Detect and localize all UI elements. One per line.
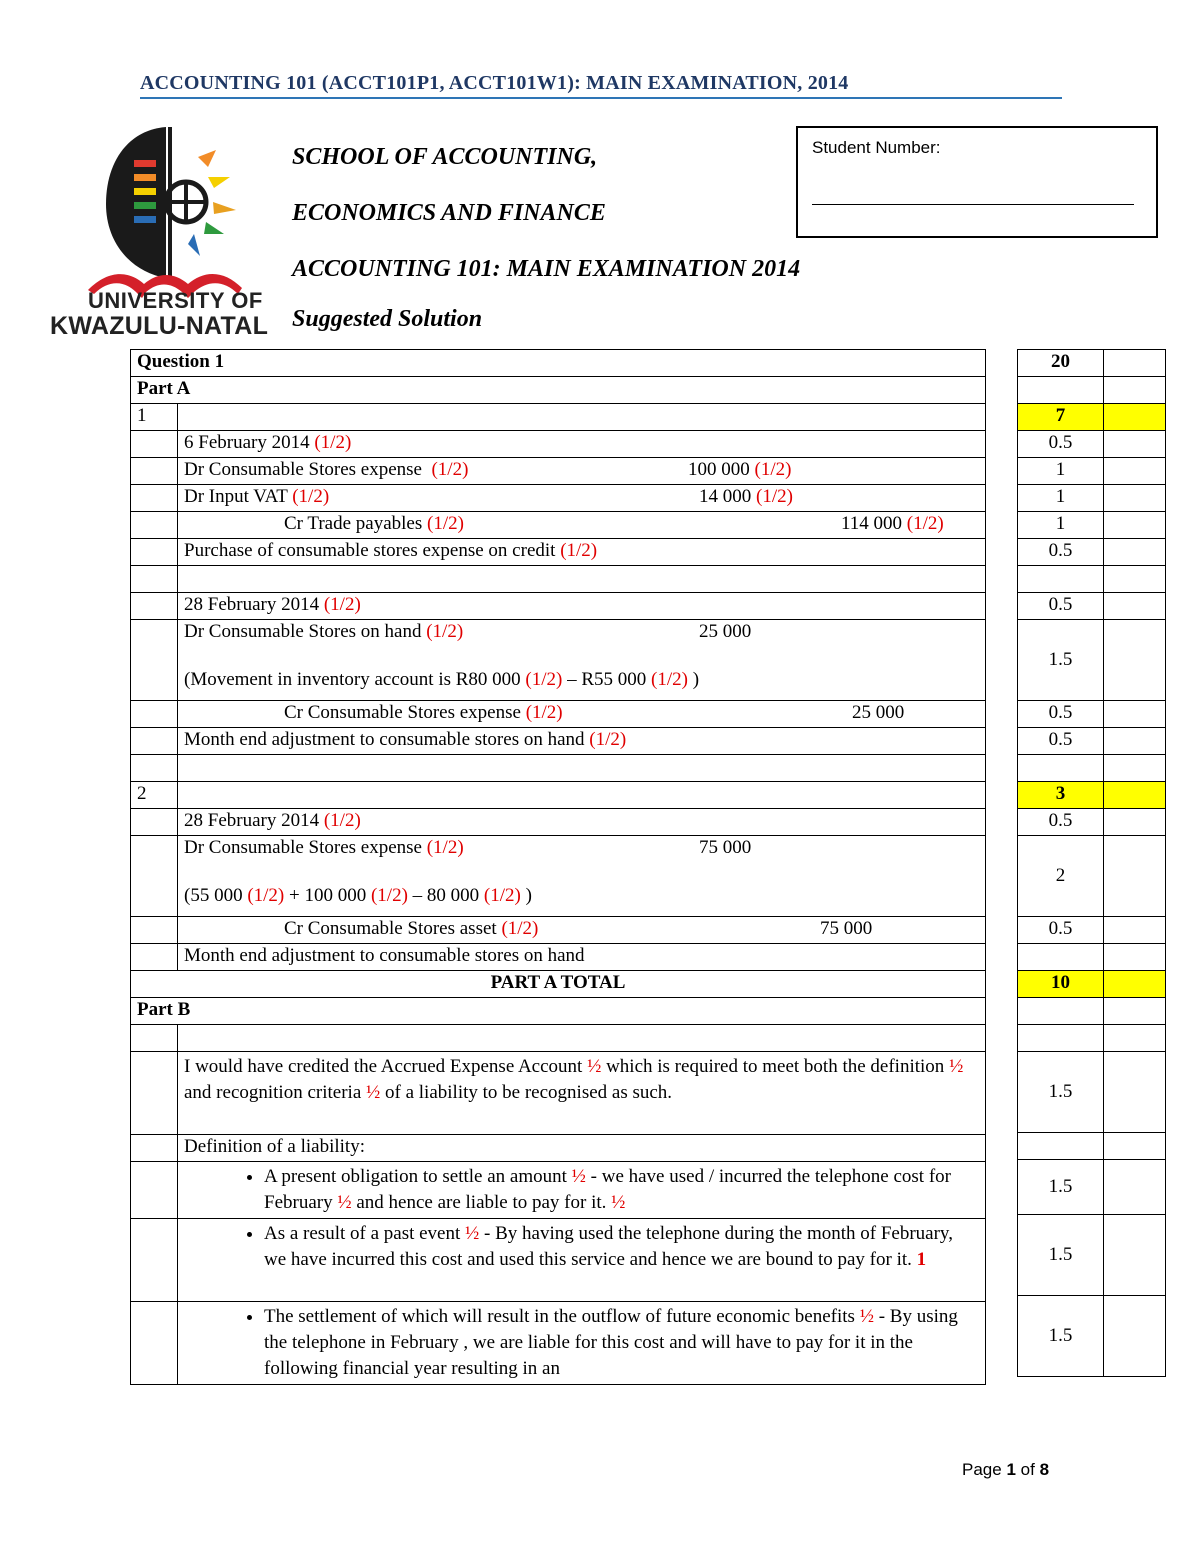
table-row	[1018, 782, 1166, 809]
table-row	[131, 1025, 986, 1052]
table-row	[1018, 593, 1166, 620]
part-a-total-marks: 10	[1018, 971, 1104, 998]
table-row	[1018, 404, 1166, 431]
student-number-box	[796, 126, 1158, 238]
part-a-total-label: PART A TOTAL	[131, 971, 986, 998]
table-row	[131, 404, 986, 431]
table-row	[131, 809, 986, 836]
student-number-field[interactable]	[812, 204, 1134, 205]
table-row	[1018, 809, 1166, 836]
table-row	[131, 512, 986, 539]
table-row	[1018, 620, 1166, 701]
table-row	[131, 1052, 986, 1135]
journal-date: 28 February 2014 (1/2)	[178, 809, 986, 836]
definition-bullet: • As a result of a past event ½ - By having used the telephone during the month of February, we have incurred this cost and used this service and hence we are bound to pay for it. 1	[178, 1219, 986, 1302]
question-heading: Question 1	[131, 350, 986, 377]
solution-table	[130, 349, 986, 1385]
table-row	[131, 485, 986, 512]
table-row	[131, 431, 986, 458]
table-row	[131, 1162, 986, 1219]
question-number: 1	[131, 404, 178, 431]
table-row	[131, 539, 986, 566]
journal-line: Dr Consumable Stores expense (1/2) 75 000 (55 000 (1/2) + 100 000 (1/2) – 80 000 (1/2) )	[178, 836, 986, 917]
journal-line: Cr Consumable Stores asset (1/2) 75 000	[178, 917, 986, 944]
table-row	[131, 728, 986, 755]
mark-cell: 1.5	[1018, 620, 1104, 701]
journal-line: Dr Consumable Stores expense (1/2) 100 000 (1/2)	[178, 458, 986, 485]
table-row	[1018, 998, 1166, 1025]
question-number: 2	[131, 782, 178, 809]
table-row	[1018, 350, 1166, 377]
table-row	[1018, 1025, 1166, 1052]
mark-cell: 1.5	[1018, 1296, 1104, 1377]
journal-line: Dr Input VAT (1/2) 14 000 (1/2)	[178, 485, 986, 512]
mark-cell: 0.5	[1018, 809, 1104, 836]
mark-cell: 1	[1018, 458, 1104, 485]
table-row	[131, 566, 986, 593]
table-row	[1018, 944, 1166, 971]
mark-cell: 0.5	[1018, 701, 1104, 728]
table-row	[1018, 971, 1166, 998]
journal-narration: Month end adjustment to consumable stores on hand (1/2)	[178, 728, 986, 755]
mark-cell: 1.5	[1018, 1215, 1104, 1296]
subquestion-marks: 7	[1018, 404, 1104, 431]
journal-line: Dr Consumable Stores on hand (1/2) 25 000 (Movement in inventory account is R80 000 (1/2) – R55 000 (1/2) )	[178, 620, 986, 701]
mark-cell: 1	[1018, 512, 1104, 539]
table-row	[1018, 1052, 1166, 1133]
mark-cell: 0.5	[1018, 917, 1104, 944]
table-row	[131, 1135, 986, 1162]
table-row	[1018, 566, 1166, 593]
student-number-label: Student Number:	[812, 138, 941, 157]
school-name-line2: ECONOMICS AND FINANCE	[292, 200, 606, 226]
table-row	[1018, 836, 1166, 917]
table-row	[131, 917, 986, 944]
definition-bullet: • The settlement of which will result in the outflow of future economic benefits ½ - By using the telephone in February , we are liable for this cost and will have to pay for it in the following financial year resulting in an	[178, 1302, 986, 1385]
table-row	[1018, 458, 1166, 485]
question-total-marks: 20	[1018, 350, 1104, 377]
logo-text-university-of: UNIVERSITY OF	[88, 288, 263, 313]
table-row	[1018, 485, 1166, 512]
table-row	[131, 971, 986, 998]
table-row	[1018, 701, 1166, 728]
table-row	[131, 1302, 986, 1385]
logo-text-kwazulu-natal: KWAZULU-NATAL	[50, 312, 269, 340]
journal-narration: Purchase of consumable stores expense on credit (1/2)	[178, 539, 986, 566]
table-row	[131, 350, 986, 377]
exam-header-title: ACCOUNTING 101 (ACCT101P1, ACCT101W1): MAIN EXAMINATION, 2014	[140, 72, 1062, 99]
journal-line: Cr Consumable Stores expense (1/2) 25 000	[178, 701, 986, 728]
journal-line: Cr Trade payables (1/2) 114 000 (1/2)	[178, 512, 986, 539]
definition-heading: Definition of a liability:	[178, 1135, 986, 1162]
mark-cell: 0.5	[1018, 539, 1104, 566]
mark-cell: 2	[1018, 836, 1104, 917]
part-b-answer: I would have credited the Accrued Expense Account ½ which is required to meet both the definition ½ and recognition criteria ½ of a liability to be recognised as such.	[178, 1052, 986, 1135]
school-name-line1: SCHOOL OF ACCOUNTING,	[292, 144, 598, 170]
definition-bullet: • A present obligation to settle an amount ½ - we have used / incurred the telephone cost for February ½ and hence are liable to pay for it. ½	[178, 1162, 986, 1219]
marks-table	[1017, 349, 1166, 1377]
page-number: Page 1 of 8	[962, 1460, 1050, 1479]
subquestion-marks: 3	[1018, 782, 1104, 809]
journal-narration: Month end adjustment to consumable stores on hand	[178, 944, 986, 971]
table-row	[1018, 1296, 1166, 1377]
mark-cell: 1	[1018, 485, 1104, 512]
journal-date: 6 February 2014 (1/2)	[178, 431, 986, 458]
table-row	[131, 755, 986, 782]
part-a-heading: Part A	[131, 377, 986, 404]
table-row	[131, 701, 986, 728]
table-row	[131, 782, 986, 809]
suggested-solution-heading: Suggested Solution	[292, 306, 483, 332]
table-row	[1018, 431, 1166, 458]
part-b-heading: Part B	[131, 998, 986, 1025]
table-row	[1018, 755, 1166, 782]
table-row	[131, 1219, 986, 1302]
table-row	[131, 620, 986, 701]
mark-cell: 0.5	[1018, 431, 1104, 458]
table-row	[1018, 512, 1166, 539]
table-row	[131, 458, 986, 485]
mark-cell: 0.5	[1018, 593, 1104, 620]
table-row	[1018, 539, 1166, 566]
table-row	[1018, 917, 1166, 944]
mark-cell: 0.5	[1018, 728, 1104, 755]
table-row	[131, 944, 986, 971]
mark-cell: 1.5	[1018, 1160, 1104, 1215]
table-row	[1018, 1133, 1166, 1160]
mark-cell: 1.5	[1018, 1052, 1104, 1133]
exam-name: ACCOUNTING 101: MAIN EXAMINATION 2014	[292, 256, 801, 282]
table-row	[131, 998, 986, 1025]
table-row	[1018, 728, 1166, 755]
table-row	[1018, 1215, 1166, 1296]
table-row	[1018, 377, 1166, 404]
journal-date: 28 February 2014 (1/2)	[178, 593, 986, 620]
table-row	[1018, 1160, 1166, 1215]
table-row	[131, 836, 986, 917]
table-row	[131, 593, 986, 620]
table-row	[131, 377, 986, 404]
